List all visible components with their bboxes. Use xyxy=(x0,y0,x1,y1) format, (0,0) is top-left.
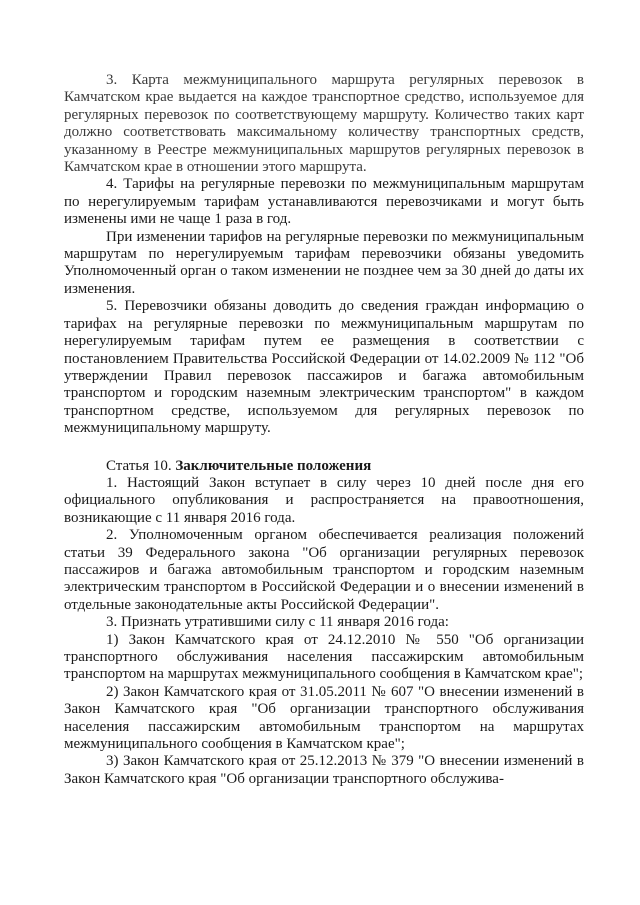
paragraph-authorized-body: 2. Уполномоченным органом обеспечивается реализация положений статьи 39 Федерального закона "Об организации регулярных перевозок пассажиров и багажа автомобильным транспортом и городским наземным электрическим транспортом в Российской Федерации и о внесении изменений в отдельные законодательные акты Российской Федерации". xyxy=(64,527,584,613)
article-title: Заключительные положения xyxy=(175,457,372,474)
paragraph-repeal-item-2: 2) Закон Камчатского края от 31.05.2011 № 607 "О внесении изменений в Закон Камчатского края "Об организации транспортного обслуживания населения пассажирским автомобильным транспортом на маршрутах межмуниципального сообщения в Камчатском крае"; xyxy=(64,683,584,753)
paragraph-route-card: 3. Карта межмуниципального маршрута регулярных перевозок в Камчатском крае выдается на каждое транспортное средство, используемое для регулярных перевозок по соответствующему маршруту. Количество таких карт должно соответствовать максимальному количеству транспортных средств, указанному в Реестре межмуниципальных маршрутов регулярных перевозок в Камчатском крае в отношении этого маршрута. xyxy=(64,72,584,176)
article-heading xyxy=(64,458,584,475)
paragraph-repeal-item-3: 3) Закон Камчатского края от 25.12.2013 № 379 "О внесении изменений в Закон Камчатского края "Об организации транспортного обслужива- xyxy=(64,753,584,787)
paragraph-tariff-change: При изменении тарифов на регулярные перевозки по межмуниципальным маршрутам по нерегулируемым тарифам перевозчики обязаны уведомить Уполномоченный орган о таком изменении не позднее чем за 30 дней до даты их изменения. xyxy=(64,228,584,297)
paragraph-repeal-intro: 3. Признать утратившими силу с 11 января 2016 года: xyxy=(106,614,449,631)
paragraph-repeal-item-1: 1) Закон Камчатского края от 24.12.2010 № 550 "Об организации транспортного обслуживания населения пассажирским автомобильным транспортом на маршрутах межмуниципального сообщения в Камчатском крае"; xyxy=(64,631,584,683)
paragraph-effective-date: 1. Настоящий Закон вступает в силу через 10 дней после дня его официального опубликования и распространяется на правоотношения, возникающие с 11 января 2016 года. xyxy=(64,474,584,526)
paragraph-carrier-info: 5. Перевозчики обязаны доводить до сведения граждан информацию о тарифах на регулярные перевозки по межмуниципальным маршрутам по нерегулируемым тарифам путем ее размещения в соответствии с постановлением Правительства Российской Федерации от 14.02.2009 № 112 "Об утверждении Правил перевозок пассажиров и багажа автомобильным транспортом и городским наземным электрическим транспортом" в каждом транспортном средстве, используемом для регулярных перевозок по межмуниципальному маршруту. xyxy=(64,298,584,437)
article-label: Статья 10. xyxy=(106,457,172,474)
paragraph-tariffs: 4. Тарифы на регулярные перевозки по межмуниципальным маршрутам по нерегулируемым тарифам устанавливаются перевозчиками и могут быть изменены ими не чаще 1 раза в год. xyxy=(64,176,584,228)
